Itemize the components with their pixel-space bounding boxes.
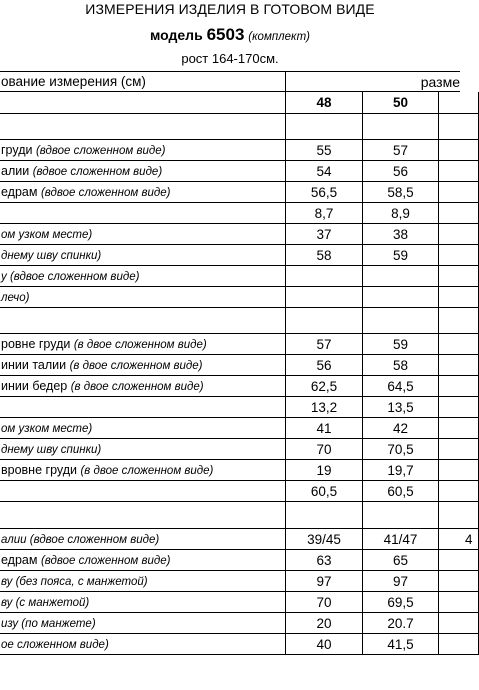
measure-name-cell [0,287,286,308]
value-50-cell: 38 [363,224,439,245]
measure-note: алии (вдвое сложенном виде) [1,534,160,546]
table-row [0,376,460,397]
value-50-cell: 8,9 [363,203,439,224]
value-next-cell [439,634,479,655]
value-50-cell: 57 [363,140,439,161]
value-50-cell: 56 [363,161,439,182]
value-next-cell [439,502,479,529]
value-48-cell [286,502,363,529]
value-next-cell: 4 [439,529,479,550]
measure-note: у (вдвое сложенном виде) [1,271,140,283]
measure-name-cell [0,634,286,655]
measure-name-cell [0,140,286,161]
value-48-cell: 58 [286,245,363,266]
table-row [0,550,460,571]
measure-name: груди [1,143,36,157]
measure-note: ву (с манжетой) [1,597,90,609]
value-next-cell [439,287,479,308]
measure-name: вровне груди [1,463,81,477]
name-column-header: ование измерения (см) [0,71,286,92]
value-48-cell: 55 [286,140,363,161]
table-row [0,161,460,182]
value-next-cell [439,418,479,439]
measure-note: ом узком месте) [1,423,93,435]
table-row [0,439,460,460]
model-note: (комплект) [248,31,311,43]
table-row [0,182,460,203]
measure-name-cell [0,529,286,550]
model-label: модель [149,27,203,43]
measure-name-cell [0,203,286,224]
table-row [0,529,473,550]
value-50-cell: 65 [363,550,439,571]
measure-note: (в двое сложенном виде) [69,360,203,372]
measure-name-cell [0,397,286,418]
value-48-cell: 37 [286,224,363,245]
table-row [0,355,460,376]
measure-note: (вдвое сложенном виде) [40,555,171,567]
document-title: ИЗМЕРЕНИЯ ИЗДЕЛИЯ В ГОТОВОМ ВИДЕ [85,1,375,17]
measure-note: лечо) [1,292,30,304]
measure-name: инии талии [1,358,70,372]
table-row [0,266,460,287]
value-50-cell: 97 [363,571,439,592]
value-50-cell: 60,5 [363,481,439,502]
table-row [0,287,460,308]
value-50-cell [363,308,439,334]
value-48-cell: 8,7 [286,203,363,224]
value-next-cell [439,308,479,334]
table-row [0,571,460,592]
measure-name-cell [0,355,286,376]
value-next-cell [439,613,479,634]
value-48-cell: 20 [286,613,363,634]
value-48-cell: 70 [286,439,363,460]
measure-name-cell [0,481,286,502]
table-row [0,224,460,245]
table-row [0,502,460,529]
value-50-cell: 59 [363,245,439,266]
value-50-cell [363,502,439,529]
value-48-cell: 56,5 [286,182,363,203]
measure-name-cell [0,439,286,460]
measure-note: днему шву спинки) [1,250,102,262]
measure-name-cell [0,592,286,613]
value-50-cell [363,266,439,287]
value-48-cell: 56 [286,355,363,376]
size-48-header: 48 [286,92,363,114]
table-row [0,308,460,334]
measure-name: инии бедер [1,379,71,393]
measure-note: (в двое сложенном виде) [70,381,204,393]
measure-name-cell [0,376,286,397]
table-row [0,140,460,161]
value-50-cell: 41,5 [363,634,439,655]
value-48-cell: 97 [286,571,363,592]
value-48-cell: 63 [286,550,363,571]
table-row [0,334,460,355]
table-row [0,613,460,634]
value-50-cell: 70,5 [363,439,439,460]
value-next-cell [439,182,479,203]
measure-note: ое сложенном виде) [1,639,109,651]
table-row [0,203,460,224]
table-row [0,397,460,418]
value-50-cell: 59 [363,334,439,355]
measure-name-cell [0,308,286,334]
value-50-cell: 19,7 [363,460,439,481]
measure-name: едрам [1,553,41,567]
measure-note: изу (по манжете) [1,618,96,630]
value-50-cell: 64,5 [363,376,439,397]
value-48-cell: 13,2 [286,397,363,418]
value-next-cell [439,224,479,245]
measure-name-cell [0,460,286,481]
measure-name-cell [0,182,286,203]
table-row [0,481,460,502]
measurements-table [0,71,473,661]
value-next-cell [439,140,479,161]
size-column-header: разме [286,71,460,92]
value-48-cell: 19 [286,460,363,481]
measure-name-cell [0,613,286,634]
value-next-cell [439,571,479,592]
value-next-cell [439,266,479,287]
measure-name: ровне груди [1,337,74,351]
value-48-cell: 60,5 [286,481,363,502]
height-range: рост 164-170см. [181,51,279,66]
value-48-cell: 39/45 [286,529,363,550]
measure-note: (в двое сложенном виде) [80,465,214,477]
value-50-cell: 42 [363,418,439,439]
table-row [0,634,460,655]
size-50-header: 50 [363,92,439,114]
table-header-row [0,71,460,92]
measure-name: алии [1,164,33,178]
measure-name-cell [0,571,286,592]
value-48-cell: 70 [286,592,363,613]
value-50-cell: 58,5 [363,182,439,203]
value-48-cell [286,308,363,334]
value-next-cell [439,550,479,571]
measure-name-cell [0,334,286,355]
value-next-cell [439,460,479,481]
value-next-cell [439,376,479,397]
measure-name-cell [0,224,286,245]
table-row [0,245,460,266]
sizes-row-blank [0,92,286,114]
value-50-cell: 58 [363,355,439,376]
value-50-cell: 13,5 [363,397,439,418]
value-50-cell [363,114,439,140]
table-row [0,114,460,140]
measure-note: (вдвое сложенном виде) [32,166,163,178]
value-48-cell: 54 [286,161,363,182]
measure-name-cell [0,550,286,571]
model-line [0,25,460,45]
value-48-cell [286,266,363,287]
table-row [0,460,460,481]
value-48-cell: 57 [286,334,363,355]
measure-note: ву (без пояса, с манжетой) [1,576,148,588]
model-number: 6503 [206,25,245,44]
value-next-cell [439,114,479,140]
value-48-cell [286,114,363,140]
measure-note: (в двое сложенном виде) [73,339,207,351]
measure-name-cell [0,245,286,266]
value-next-cell [439,355,479,376]
sizes-row [0,92,460,114]
value-50-cell: 20.7 [363,613,439,634]
value-48-cell: 40 [286,634,363,655]
value-next-cell [439,481,479,502]
value-next-cell [439,592,479,613]
value-next-cell [439,161,479,182]
measure-name-cell [0,266,286,287]
value-48-cell: 41 [286,418,363,439]
measure-name: едрам [1,185,41,199]
value-next-cell [439,334,479,355]
table-row [0,592,460,613]
table-row [0,418,460,439]
measure-name-cell [0,418,286,439]
measure-note: (вдвое сложенном виде) [40,187,171,199]
value-48-cell: 62,5 [286,376,363,397]
measure-name-cell [0,502,286,529]
value-48-cell [286,287,363,308]
value-50-cell [363,287,439,308]
measure-name-cell [0,114,286,140]
measure-note: ом узком месте) [1,229,93,241]
value-50-cell: 69,5 [363,592,439,613]
value-next-cell [439,397,479,418]
value-50-cell: 41/47 [363,529,439,550]
measure-name-cell [0,161,286,182]
measure-note: (вдвое сложенном виде) [35,145,166,157]
size-next-header [439,92,479,114]
value-next-cell [439,203,479,224]
value-next-cell [439,245,479,266]
measure-note: днему шву спинки) [1,444,102,456]
value-next-cell [439,439,479,460]
